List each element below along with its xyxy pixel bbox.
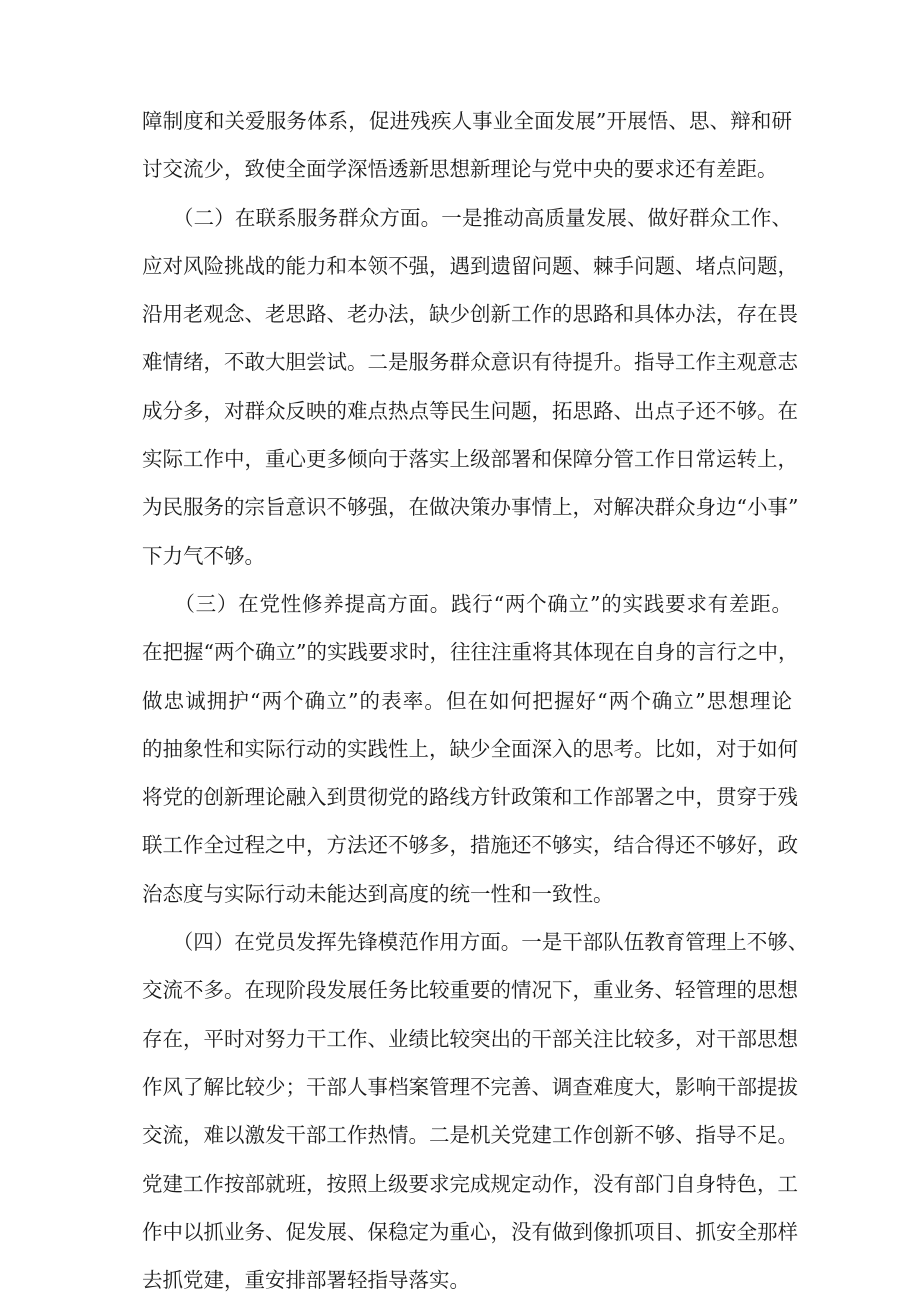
text-line: 将党的创新理论融入到贯彻党的路线方针政策和工作部署之中，贯穿于残: [142, 785, 798, 810]
text-line: 实际工作中，重心更多倾向于落实上级部署和保障分管工作日常运转上，: [142, 447, 798, 472]
text-line: 下力气不够。: [142, 543, 265, 568]
text-line: 的抽象性和实际行动的实践性上，缺少全面深入的思考。比如，对于如何: [142, 736, 798, 761]
text-line: 作风了解比较少；干部人事档案管理不完善、调查难度大，影响干部提拔: [142, 1074, 798, 1099]
text-line: （三）在党性修养提高方面。践行“两个确立”的实践要求有差距。: [142, 591, 792, 616]
text-line: 联工作全过程之中，方法还不够多，措施还不够实，结合得还不够好，政: [142, 833, 798, 858]
text-line: 障制度和关爱服务体系，促进残疾人事业全面发展”开展悟、思、辩和研: [142, 109, 792, 133]
text-line: 做忠诚拥护“两个确立”的表率。但在如何把握好“两个确立”思想理论: [142, 688, 792, 713]
text-line: 讨交流少，致使全面学深悟透新思想新理论与党中央的要求还有差距。: [142, 157, 778, 182]
text-line: （二）在联系服务群众方面。一是推动高质量发展、做好群众工作、: [142, 205, 792, 230]
text-line: 存在，平时对努力干工作、业绩比较突出的干部关注比较多，对干部思想: [142, 1026, 798, 1051]
text-line: 应对风险挑战的能力和本领不强，遇到遗留问题、棘手问题、堵点问题，: [142, 253, 798, 278]
text-line: （四）在党员发挥先锋模范作用方面。一是干部队伍教育管理上不够、: [142, 930, 809, 955]
text-line: 去抓党建，重安排部署轻指导落实。: [142, 1268, 470, 1293]
text-line: 交流不多。在现阶段发展任务比较重要的情况下，重业务、轻管理的思想: [142, 978, 798, 1003]
text-line: 党建工作按部就班，按照上级要求完成规定动作，没有部门自身特色，工: [142, 1171, 798, 1196]
text-line: 沿用老观念、老思路、老办法，缺少创新工作的思路和具体办法，存在畏: [142, 302, 798, 327]
text-line: 在把握“两个确立”的实践要求时，往往注重将其体现在自身的言行之中，: [142, 640, 799, 665]
text-line: 作中以抓业务、促发展、保稳定为重心，没有做到像抓项目、抓安全那样: [142, 1219, 798, 1244]
text-line: 成分多，对群众反映的难点热点等民生问题，拓思路、出点子还不够。在: [142, 398, 798, 423]
text-line: 交流，难以激发干部工作热情。二是机关党建工作创新不够、指导不足。: [142, 1123, 798, 1148]
text-line: 治态度与实际行动未能达到高度的统一性和一致性。: [142, 881, 614, 906]
document-body: [142, 97, 809, 1304]
text-line: 难情绪，不敢大胆尝试。二是服务群众意识有待提升。指导工作主观意志: [142, 350, 798, 375]
text-line: 为民服务的宗旨意识不够强，在做决策办事情上，对解决群众身边“小事”: [142, 495, 799, 520]
